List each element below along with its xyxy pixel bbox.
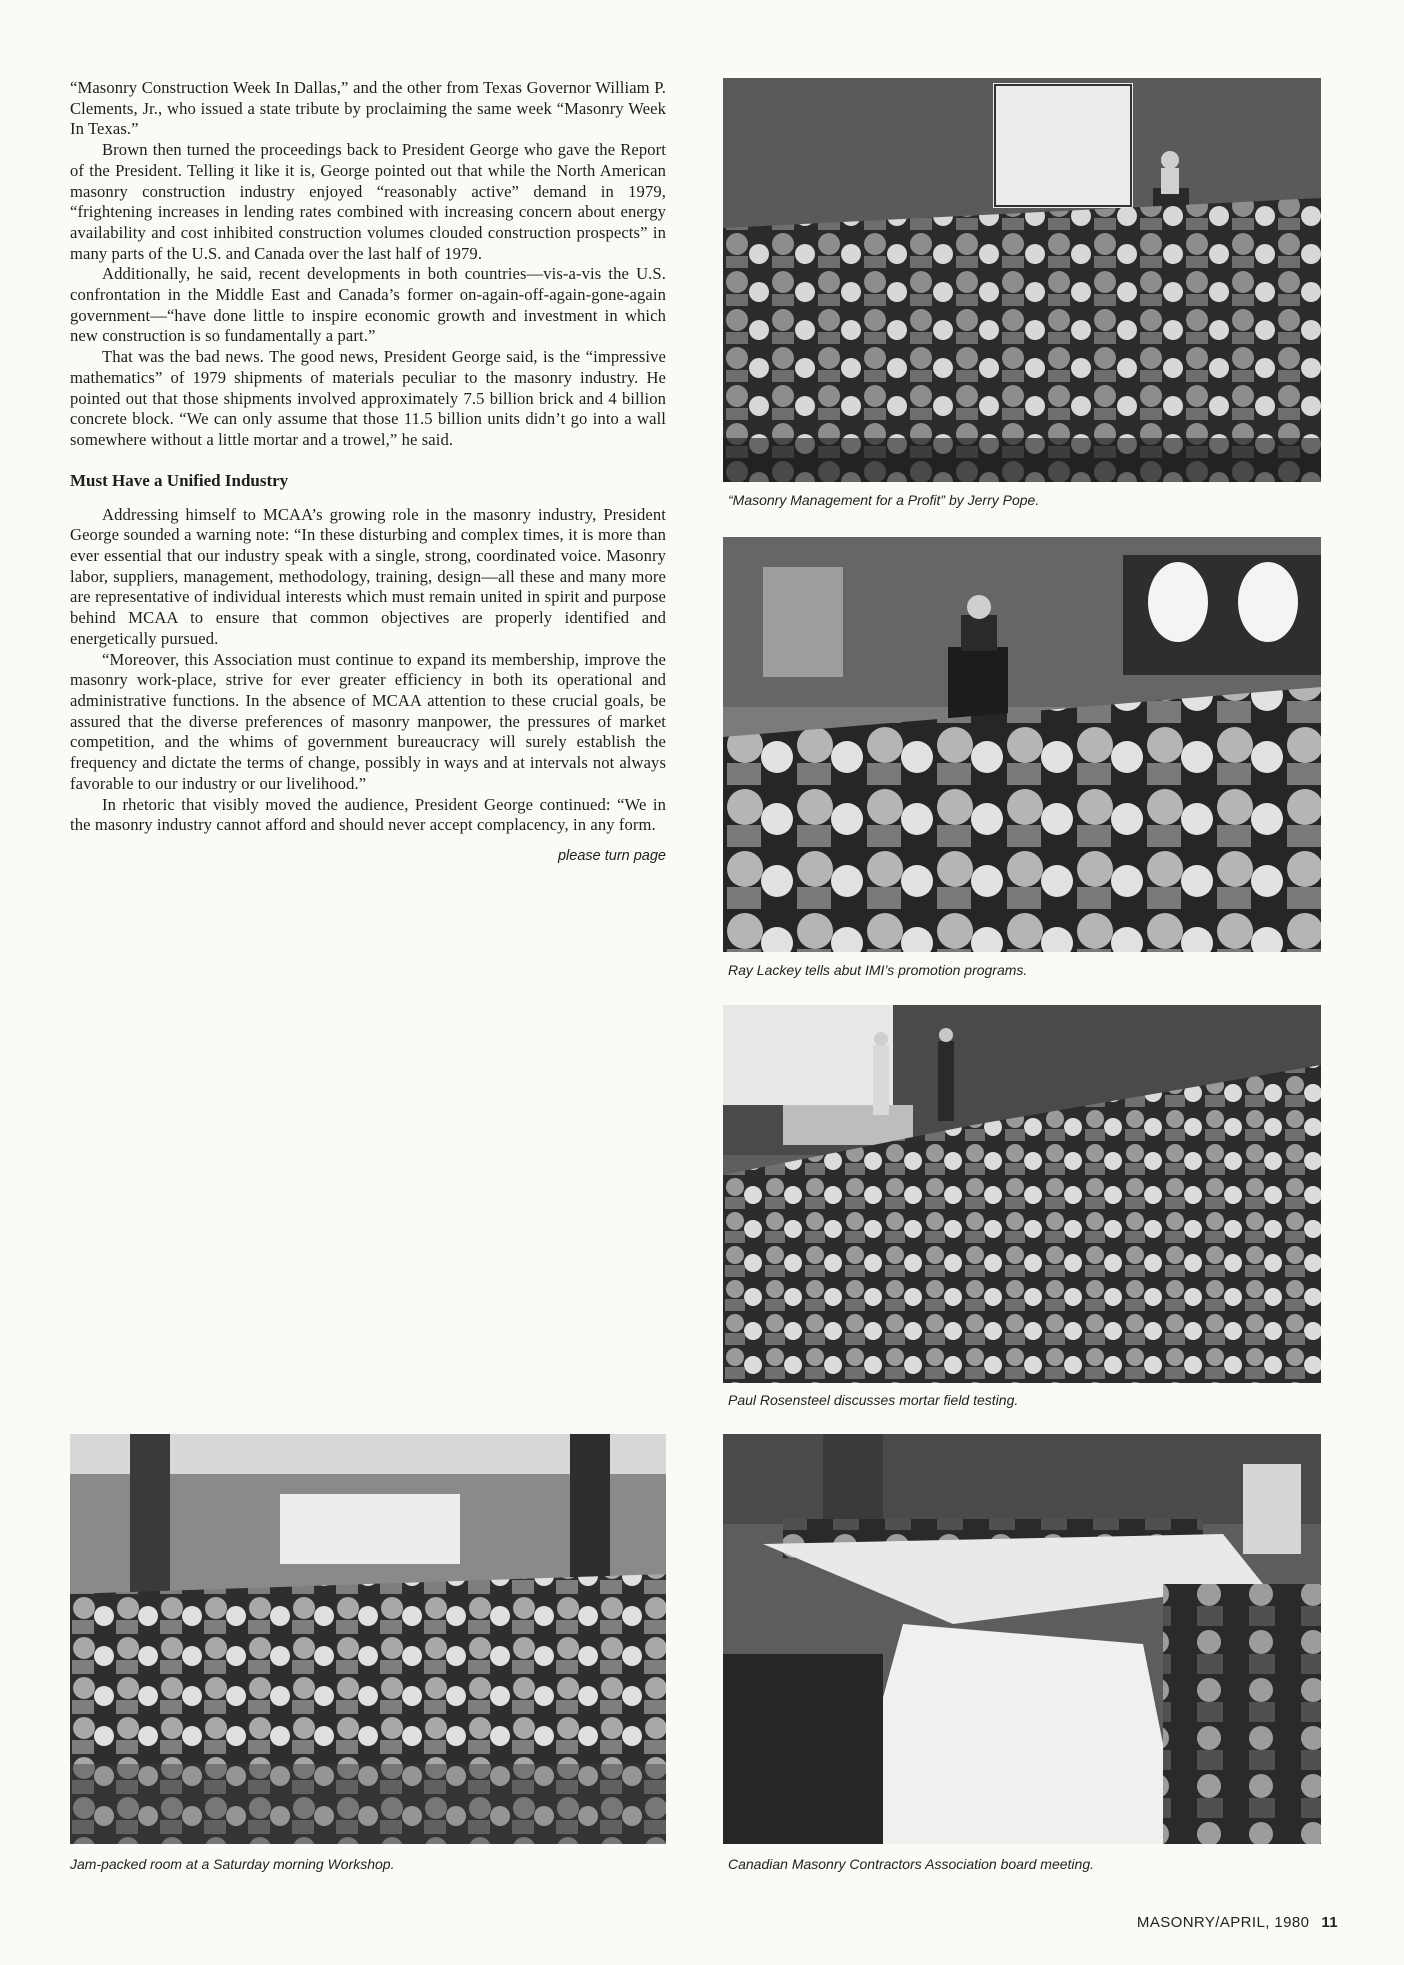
photo-ray-lackey-speaking <box>723 537 1321 952</box>
photo-board-meeting <box>723 1434 1321 1844</box>
article-paragraph: Additionally, he said, recent developments in both countries—vis-a-vis the U.S. confrontation in the Middle East and Canada’s former on-again-off-again-gone-again government—“have done little to inspire economic growth and investment in which new construction is so fundamentally a part.” <box>70 264 666 346</box>
photo-caption: Paul Rosensteel discusses mortar field testing. <box>728 1392 1019 1408</box>
photo-caption: Canadian Masonry Contractors Association board meeting. <box>728 1856 1095 1872</box>
photo-paul-rosensteel-session <box>723 1005 1321 1383</box>
magazine-issue: MASONRY/APRIL, 1980 <box>1136 1914 1310 1931</box>
photo-caption: “Masonry Management for a Profit” by Jerry Pope. <box>728 492 1040 508</box>
article-paragraph: “Moreover, this Association must continue to expand its membership, improve the masonry work-place, strive for ever greater efficiency in both its operational and administrative functions. In the absence of MCAA attention to these crucial goals, be assured that the diverse preferences of masonry manpower, the pressures of market competition, and the whims of government bureaucracy will surely establish the frequency and dictate the terms of change, possibly in ways and at intervals not always favorable to our industry or our livelihood.” <box>70 649 666 793</box>
article-text-column <box>70 78 666 864</box>
article-paragraph: “Masonry Construction Week In Dallas,” and the other from Texas Governor William P. Clements, Jr., who issued a state tribute by proclaiming the same week “Masonry Week In Texas.” <box>70 78 666 139</box>
article-paragraph: In rhetoric that visibly moved the audience, President George continued: “We in the masonry industry cannot afford and should never accept complacency, in any form. <box>70 794 666 835</box>
photo-caption: Ray Lackey tells abut IMI’s promotion programs. <box>728 962 1028 978</box>
page-number: 11 <box>1321 1914 1338 1931</box>
article-paragraph: Brown then turned the proceedings back to President George who gave the Report of the President. Telling it like it is, George pointed out that while the North American masonry construction industry enjoyed “reasonably active” demand in 1979, “frightening increases in lending rates combined with increasing concern about energy availability and cost inhibited construction volumes clouded construction prospects” in many parts of the U.S. and Canada over the last half of 1979. <box>70 140 666 263</box>
section-subheading: Must Have a Unified Industry <box>70 470 289 490</box>
photo-saturday-workshop-room <box>70 1434 666 1844</box>
page-footer <box>1137 1914 1338 1931</box>
continuation-note: please turn page <box>557 847 666 864</box>
article-paragraph: That was the bad news. The good news, President George said, is the “impressive mathematics” of 1979 shipments of materials peculiar to the masonry industry. He pointed out that those shipments involved approximately 7.5 billion brick and 4 billion concrete block. “We can only assume that those 11.5 billion units didn’t go into a wall somewhere without a little mortar and a trowel,” he said. <box>70 347 666 449</box>
photo-jerry-pope-presentation <box>723 78 1321 482</box>
article-paragraph: Addressing himself to MCAA’s growing role in the masonry industry, President George sounded a warning note: “In these disturbing and complex times, it is more than ever essential that our industry speak with a single, strong, coordinated voice. Masonry labor, suppliers, management, methodology, training, design—all these and many more are representative of individual interests which must remain united in spirit and purpose behind MCAA to ensure that common objectives are properly identified and energetically pursued. <box>70 504 666 648</box>
photo-caption: Jam-packed room at a Saturday morning Workshop. <box>70 1856 395 1872</box>
